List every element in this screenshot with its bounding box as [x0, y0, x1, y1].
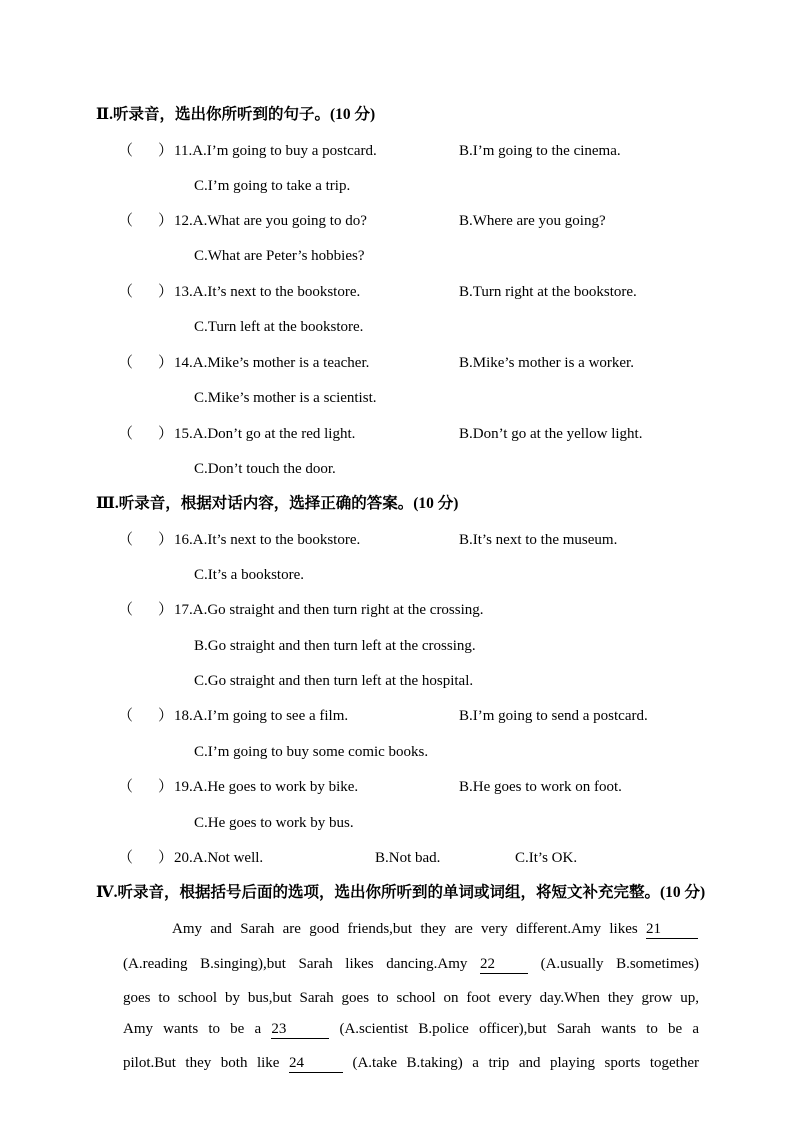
blank-21[interactable]: 21	[646, 921, 698, 939]
option-a: 19.A.He goes to work by bike.	[174, 779, 359, 795]
option-a: 20.A.Not well.	[174, 850, 264, 866]
option-b: B.I’m going to send a postcard.	[459, 708, 648, 724]
option-b: B.Not bad.	[375, 850, 441, 866]
worksheet-page: Ⅱ.听录音，选出你所听到的句子。(10 分) （ ） 11.A.I’m going to buy a postcard. B.I’m going to the cinema. C.I’m going to take a trip. （ ） 12.A.What are you going to do? B.Where are you going? C.What are Peter’s hobbies? （ ） 13.A.It’s next to the bookstore. B.Turn right at the bookstore. C.Turn left at the bookstore. （ ） 14.A.Mike’s mother is a teacher. B.Mike’s mother is a worker. C.Mike’s mother is a scientist. （ ） 15.A.Don’t go at the red light. B.Don’t go at the yellow light. C.Don’t touch the door. Ⅲ.听录音，根据对话内容，选择正确的答案。(10 分) （ ） 16.A.It’s next to the bookstore. B.It’s next to the museum. C.It’s a bookstore. （ ） 17.A.Go straight and then turn right at the crossing. B.Go straight and then turn left at the crossing. C.Go straight and then turn left at the hospital. （ ） 18.A.I’m going to see a film. B.I’m going to send a postcard. C.I’m going to buy some comic books. （ ） 19.A.He goes to work by bike. B.He goes to work on foot. C.He goes to work by bus. （ ） 20.A.Not well. B.Not bad. C.It’s OK. Ⅳ.听录音，根据括号后面的选项，选出你所听到的单词或词组，将短文补充完整。(10 分) Amy and Sarah are good friends,but they are very different.Amy likes 21 (A.reading B.singing),but Sarah likes dancing.Amy 22 (A.usually B.sometimes) goes to school by bus,but Sarah goes to school on foot every day.When they grow up, Amy wants to be a 23 (A.scientist B.police officer),but Sarah wants to be a pilot.But they both like 24 (A.take B.taking) a trip and playing sports together	[96, 106, 706, 1071]
passage-line-1: Amy and Sarah are good friends,but they are very different.Amy likes 21	[172, 919, 698, 939]
passage-line-2: (A.reading B.singing),but Sarah likes dancing.Amy 22 (A.usually B.sometimes)	[123, 956, 699, 972]
passage-line-5: pilot.But they both like 24 (A.take B.taking) a trip and playing sports together	[123, 1055, 699, 1071]
blank-23[interactable]: 23	[271, 1021, 329, 1039]
option-a: 12.A.What are you going to do?	[174, 213, 367, 229]
section-3-heading: Ⅲ.听录音，根据对话内容，选择正确的答案。(10 分)	[96, 495, 459, 512]
option-a: 17.A.Go straight and then turn right at the crossing.	[174, 602, 484, 618]
section-4-heading: Ⅳ.听录音，根据括号后面的选项，选出你所听到的单词或词组，将短文补充完整。(10 分)	[96, 884, 706, 901]
option-a: 18.A.I’m going to see a film.	[174, 708, 349, 724]
option-b: B.Where are you going?	[459, 213, 606, 229]
option-b: B.It’s next to the museum.	[459, 532, 618, 548]
option-c: C.It’s OK.	[515, 850, 578, 866]
option-a: 14.A.Mike’s mother is a teacher.	[174, 355, 370, 371]
option-a: 11.A.I’m going to buy a postcard.	[174, 143, 377, 159]
passage-line-3: goes to school by bus,but Sarah goes to school on foot every day.When they grow up,	[123, 990, 699, 1006]
section-2-heading: Ⅱ.听录音，选出你所听到的句子。(10 分)	[96, 106, 376, 123]
option-b: B.Don’t go at the yellow light.	[459, 426, 643, 442]
blank-24[interactable]: 24	[289, 1055, 343, 1073]
option-b: B.He goes to work on foot.	[459, 779, 622, 795]
option-a: 16.A.It’s next to the bookstore.	[174, 532, 361, 548]
option-b: B.Mike’s mother is a worker.	[459, 355, 634, 371]
option-a: 13.A.It’s next to the bookstore.	[174, 284, 361, 300]
option-a: 15.A.Don’t go at the red light.	[174, 426, 356, 442]
blank-22[interactable]: 22	[480, 956, 528, 974]
option-b: B.Turn right at the bookstore.	[459, 284, 637, 300]
passage-line-4: Amy wants to be a 23 (A.scientist B.police officer),but Sarah wants to be a	[123, 1021, 700, 1037]
option-b: B.I’m going to the cinema.	[459, 143, 621, 159]
